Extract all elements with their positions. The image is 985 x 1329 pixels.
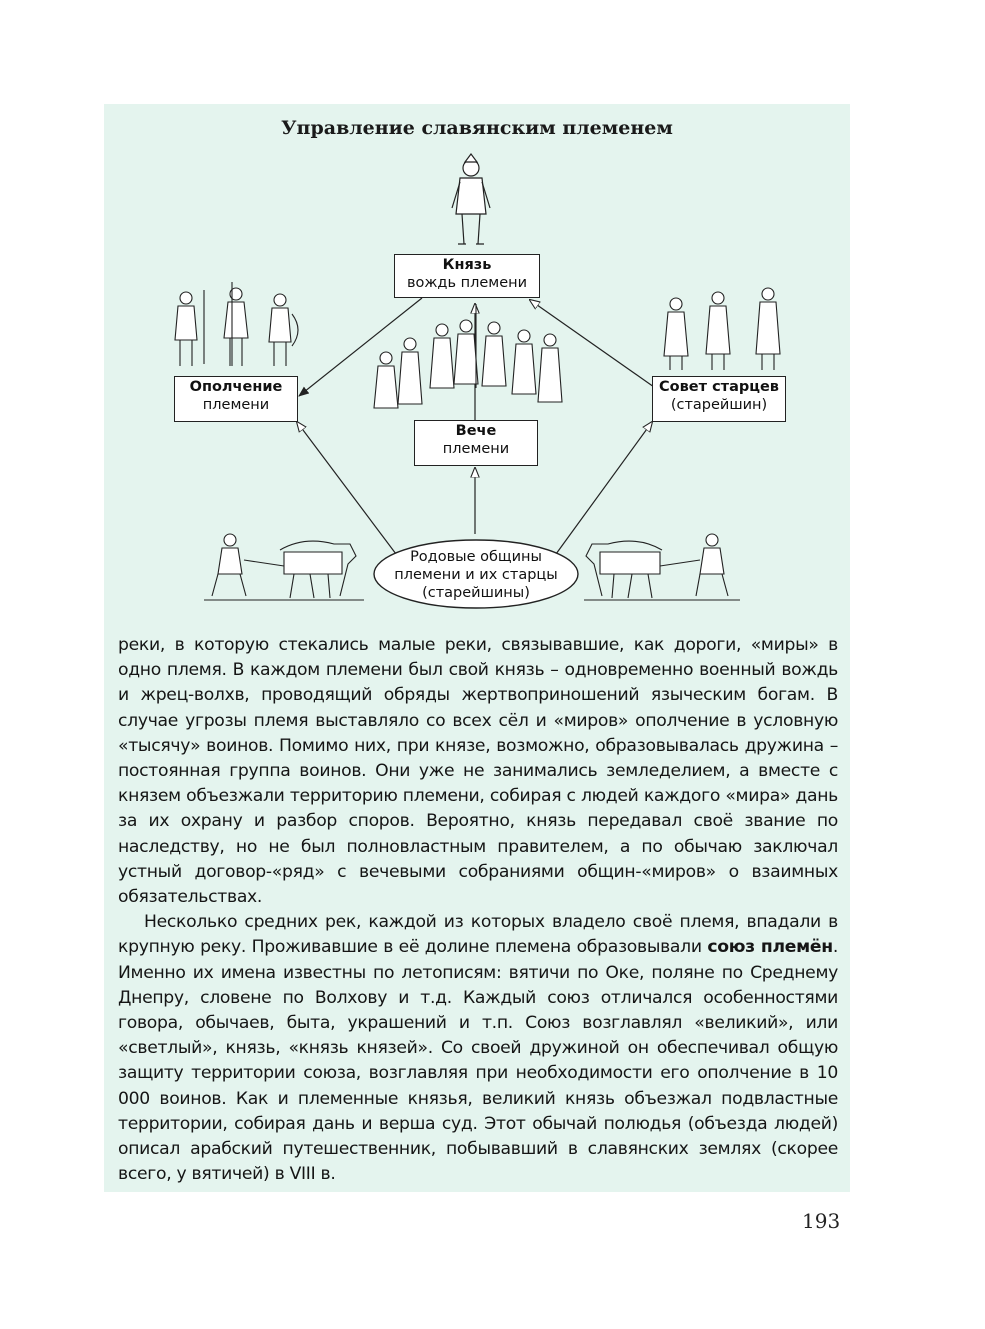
council-figures-icon (664, 288, 780, 370)
militia-figures-icon (175, 282, 298, 366)
prince-title: Князь (442, 257, 492, 273)
veche-subtitle: племени (442, 441, 510, 457)
communities-label (386, 548, 566, 602)
communities-line3: (старейшины) (422, 585, 530, 601)
page-number: 193 (802, 1209, 841, 1233)
diagram-title: Управление славянским племенем (281, 117, 673, 139)
militia-subtitle: племени (202, 397, 270, 413)
ploughman-right-icon (584, 534, 740, 600)
council-subtitle: (старейшин) (670, 397, 768, 413)
prince-subtitle: вождь племени (406, 275, 528, 291)
veche-box (414, 420, 538, 466)
council-title: Совет старцев (659, 379, 779, 395)
militia-title: Ополчение (189, 379, 283, 395)
communities-line2: племени и их старцы (394, 567, 558, 583)
prince-box (394, 254, 540, 298)
body-text (118, 633, 838, 1187)
communities-line1: Родовые общины (410, 549, 542, 565)
ploughman-left-icon (204, 534, 364, 600)
paragraph-2 (118, 910, 838, 1187)
paragraph-2-start: Несколько средних рек, каждой из которых владело своё племя, впадали в крупную реку. Проживавшие в её долине племена образовывали (118, 912, 838, 958)
arrow-communities-to-council (556, 422, 652, 554)
paragraph-2-end: . Именно их имена известны по летописям: вятичи по Оке, поляне по Среднему Днепру, словене по Волхову и т.д. Каждый союз отличался особенностями говора, обычаев, быта, украшений и т.п. Союз возглавлял «великий», или «светлый», князь, «князь князей». Со своей дружиной он обеспечивал общую защиту территории союза, возглавляя при необходимости его ополчение в 10 000 воинов. Как и племенные князья, великий князь объезжал подвластные территории, собирая дань и верша суд. Этот обычай полюдья (объезда людей) описал арабский путешественник, побывавший в славянских землях (скорее всего, у вятичей) в VIII в. (118, 937, 838, 1185)
militia-box (174, 376, 298, 422)
veche-crowd-icon (374, 304, 562, 408)
prince-figure-icon (452, 154, 490, 244)
veche-title: Вече (455, 423, 497, 439)
council-box (652, 376, 786, 422)
diagram-graphics (104, 104, 850, 624)
arrow-communities-to-militia (297, 422, 396, 554)
term-union-of-tribes: союз племён (707, 937, 833, 958)
paragraph-1: реки, в которую стекались малые реки, связывавшие, как дороги, «миры» в одно племя. В каждом племени был свой князь – одновременно военный вождь и жрец-волхв, проводящий обряды жертвоприношений языческим богам. В случае угрозы племя выставляло со всех сёл и «миров» ополчение в условную «тысячу» воинов. Помимо них, при князе, возможно, образовывалась дружина – постоянная группа воинов. Они уже не занимались земледелием, а вместе с князем объезжали территорию племени, собирая с людей каждого «мира» дань за их охрану и разбор споров. Вероятно, князь передавал своё звание по наследству, но не был полновластным правителем, а по обычаю заключал устный договор-«ряд» с вечевыми собраниями общин-«миров» о взаимных обязательствах. (118, 635, 838, 908)
